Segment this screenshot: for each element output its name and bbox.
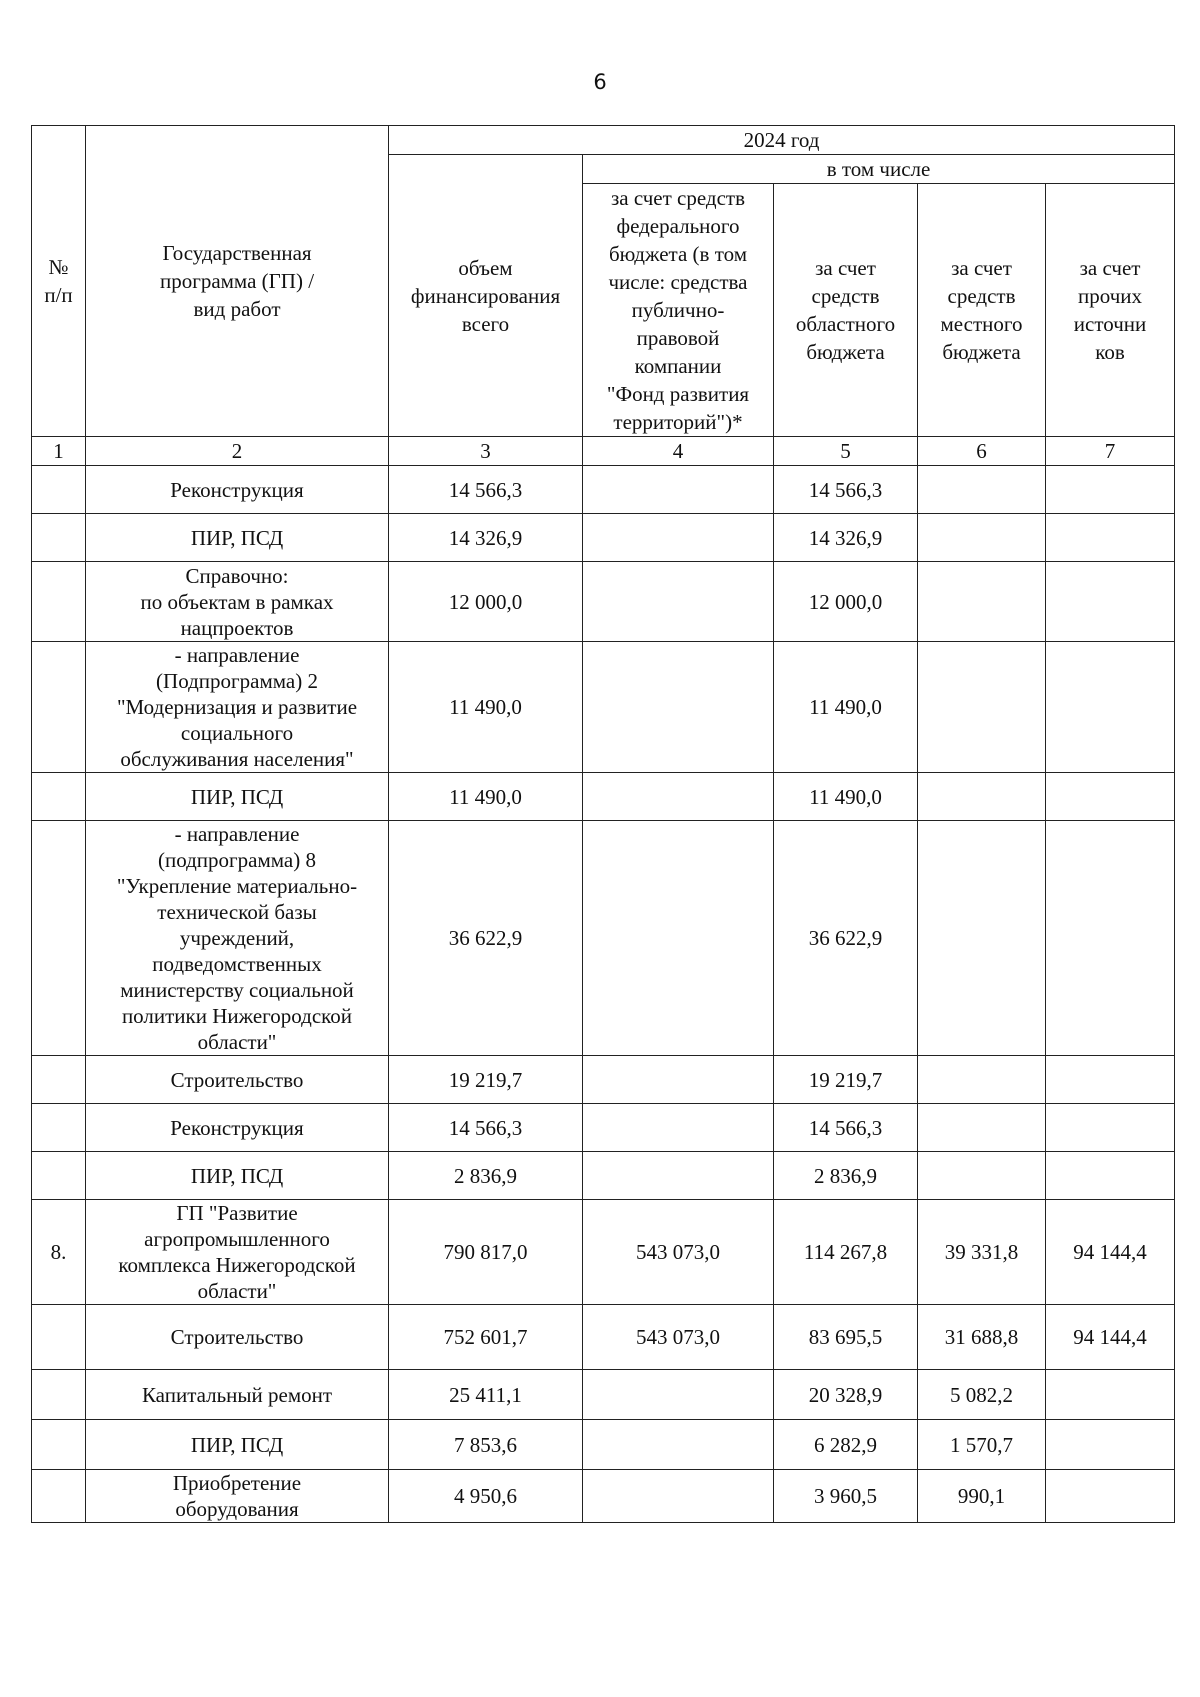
header-row-number: № п/п [32,126,86,437]
local-cell [918,514,1046,562]
regional-cell: 14 566,3 [774,466,918,514]
table-row [32,773,1175,821]
program-name-cell: - направление (подпрограмма) 8 "Укрепление материально- технической базы учреждений, подведомственных министерству социальной политики Нижегородской области" [86,821,389,1056]
other-cell [1046,1152,1175,1200]
other-cell [1046,821,1175,1056]
table-row [32,1056,1175,1104]
row-number-cell [32,642,86,773]
table-body [32,466,1175,1523]
program-name-cell: - направление (Подпрограмма) 2 "Модернизация и развитие социального обслуживания населения" [86,642,389,773]
row-number-cell: 8. [32,1200,86,1305]
regional-cell: 83 695,5 [774,1305,918,1370]
row-number-cell [32,1420,86,1470]
program-name-cell: ПИР, ПСД [86,514,389,562]
column-number: 6 [918,437,1046,466]
total-cell: 14 566,3 [389,466,583,514]
page-number: 6 [593,70,607,94]
other-cell [1046,1470,1175,1523]
column-number: 1 [32,437,86,466]
row-number-cell [32,1152,86,1200]
federal-cell [583,562,774,642]
total-cell: 12 000,0 [389,562,583,642]
federal-cell [583,1470,774,1523]
column-number: 2 [86,437,389,466]
total-cell: 11 490,0 [389,642,583,773]
program-name-cell: Реконструкция [86,1104,389,1152]
other-cell [1046,1056,1175,1104]
regional-cell: 2 836,9 [774,1152,918,1200]
regional-cell: 3 960,5 [774,1470,918,1523]
total-cell: 11 490,0 [389,773,583,821]
table-row [32,1470,1175,1523]
row-number-cell [32,1370,86,1420]
federal-cell [583,1152,774,1200]
other-cell [1046,1104,1175,1152]
program-name-cell: ПИР, ПСД [86,1152,389,1200]
local-cell: 31 688,8 [918,1305,1046,1370]
total-cell: 7 853,6 [389,1420,583,1470]
program-name-cell: Капитальный ремонт [86,1370,389,1420]
table-row [32,1152,1175,1200]
program-name-cell: ПИР, ПСД [86,773,389,821]
regional-cell: 19 219,7 [774,1056,918,1104]
total-cell: 2 836,9 [389,1152,583,1200]
local-cell [918,562,1046,642]
table-row [32,1420,1175,1470]
local-cell: 990,1 [918,1470,1046,1523]
header-program: Государственная программа (ГП) / вид работ [86,126,389,437]
local-cell [918,773,1046,821]
row-number-cell [32,773,86,821]
local-cell [918,642,1046,773]
row-number-cell [32,466,86,514]
regional-cell: 14 326,9 [774,514,918,562]
total-cell: 14 326,9 [389,514,583,562]
table-row [32,514,1175,562]
federal-cell [583,1104,774,1152]
other-cell [1046,514,1175,562]
regional-cell: 6 282,9 [774,1420,918,1470]
total-cell: 36 622,9 [389,821,583,1056]
column-number: 5 [774,437,918,466]
other-cell [1046,562,1175,642]
funding-table [31,125,1175,1523]
row-number-cell [32,821,86,1056]
regional-cell: 14 566,3 [774,1104,918,1152]
column-numbers-row [32,437,1175,466]
table-row [32,562,1175,642]
other-cell [1046,1370,1175,1420]
federal-cell [583,466,774,514]
total-cell: 25 411,1 [389,1370,583,1420]
row-number-cell [32,1470,86,1523]
regional-cell: 36 622,9 [774,821,918,1056]
other-cell: 94 144,4 [1046,1200,1175,1305]
federal-cell [583,514,774,562]
federal-cell [583,773,774,821]
header-federal: за счет средств федерального бюджета (в том числе: средства публично- правовой компании "Фонд развития территорий")* [583,184,774,437]
program-name-cell: Строительство [86,1056,389,1104]
program-name-cell: ГП "Развитие агропромышленного комплекса Нижегородской области" [86,1200,389,1305]
header-year: 2024 год [389,126,1175,155]
program-name-cell: Приобретение оборудования [86,1470,389,1523]
local-cell [918,1056,1046,1104]
header-regional: за счет средств областного бюджета [774,184,918,437]
local-cell: 5 082,2 [918,1370,1046,1420]
other-cell [1046,466,1175,514]
table-row [32,1370,1175,1420]
program-name-cell: ПИР, ПСД [86,1420,389,1470]
program-name-cell: Строительство [86,1305,389,1370]
total-cell: 4 950,6 [389,1470,583,1523]
total-cell: 790 817,0 [389,1200,583,1305]
federal-cell [583,1420,774,1470]
table-row [32,642,1175,773]
column-number: 3 [389,437,583,466]
program-name-cell: Реконструкция [86,466,389,514]
regional-cell: 20 328,9 [774,1370,918,1420]
other-cell [1046,773,1175,821]
federal-cell [583,642,774,773]
regional-cell: 12 000,0 [774,562,918,642]
header-other: за счет прочих источни ков [1046,184,1175,437]
other-cell [1046,1420,1175,1470]
other-cell: 94 144,4 [1046,1305,1175,1370]
regional-cell: 114 267,8 [774,1200,918,1305]
header-including: в том числе [583,155,1175,184]
local-cell [918,1152,1046,1200]
header-total: объем финансирования всего [389,155,583,437]
local-cell [918,466,1046,514]
local-cell [918,1104,1046,1152]
program-name-cell: Справочно: по объектам в рамках нацпроектов [86,562,389,642]
column-number: 7 [1046,437,1175,466]
federal-cell: 543 073,0 [583,1305,774,1370]
federal-cell [583,821,774,1056]
regional-cell: 11 490,0 [774,773,918,821]
local-cell: 1 570,7 [918,1420,1046,1470]
header-local: за счет средств местного бюджета [918,184,1046,437]
row-number-cell [32,562,86,642]
column-number: 4 [583,437,774,466]
total-cell: 752 601,7 [389,1305,583,1370]
table-row [32,1104,1175,1152]
local-cell [918,821,1046,1056]
table-row [32,466,1175,514]
federal-cell [583,1056,774,1104]
regional-cell: 11 490,0 [774,642,918,773]
table-row [32,1200,1175,1305]
row-number-cell [32,514,86,562]
federal-cell: 543 073,0 [583,1200,774,1305]
total-cell: 14 566,3 [389,1104,583,1152]
table-row [32,1305,1175,1370]
row-number-cell [32,1305,86,1370]
total-cell: 19 219,7 [389,1056,583,1104]
other-cell [1046,642,1175,773]
table-row [32,821,1175,1056]
row-number-cell [32,1104,86,1152]
local-cell: 39 331,8 [918,1200,1046,1305]
federal-cell [583,1370,774,1420]
row-number-cell [32,1056,86,1104]
